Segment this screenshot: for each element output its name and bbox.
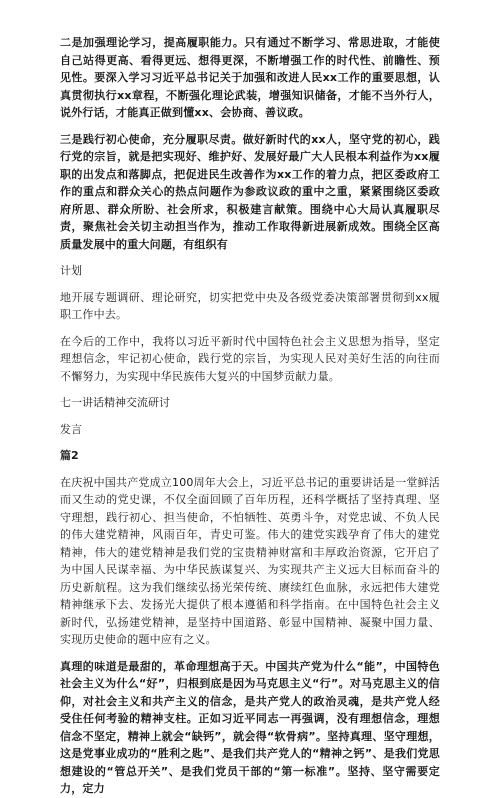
paragraph-research: 地开展专题调研、理论研究，切实把党中央及各级党委决策部署贯彻到xx履职工作中去。: [60, 290, 440, 321]
heading-part-2: 篇2: [60, 449, 79, 462]
paragraph-future-work: 在今后的工作中，我将以习近平新时代中国特色社会主义思想为指导，坚定理想信念，牢记初心使命，践行党的宗旨，为实现人民对美好生活的向往而不懈努力，为实现中华民族伟大复兴的中国梦贡献力量。: [60, 334, 440, 383]
paragraph-anniversary: 在庆祝中国共产党成立100周年大会上，习近平总书记的重要讲话是一堂鲜活而又生动的党史课，不仅全面回顾了百年历程，还科学概括了坚持真理、坚守理想，践行初心、担当使命，不怕牺牲、英勇斗争，对党忠诚、不负人民的伟大建党精神，风雨百年，青史可鉴。伟大的建党实践孕育了伟大的建党精神，伟大的建党精神是我们党的宝贵精神财富和丰厚政治资源，它开启了为中国人民谋幸福、为中华民族谋复兴、为实现共产主义远大目标而奋斗的历史新航程。这为我们继续弘扬光荣传统、赓续红色血脉，永远把伟大建党精神继承下去、发扬光大提供了根本遵循和科学指南。在中国特色社会主义新时代，弘扬建党精神，是坚持中国道路、彰显中国精神、凝聚中国力量、实现历史使命的题中应有之义。: [60, 475, 440, 646]
heading-speech: 发言: [60, 422, 82, 436]
heading-plan: 计划: [60, 264, 82, 277]
paragraph-mission: 三是践行初心使命，充分履职尽责。做好新时代的xx人，坚守党的初心，践行党的宗旨，就是把实现好、维护好、发展好最广大人民根本利益作为xx履职的出发点和落脚点，把促进民生改善作为xx工作的着力点，把区委政府工作的重点和群众关心的热点问题作为参政议政的重中之重，紧紧围绕区委政府所思、群众所盼、社会所求，积极建言献策。围绕中心大局认真履职尽责，聚焦社会关切主动担当作为，推动工作取得新进展新成效。围绕全区高质量发展中的重大问题，有组织有: [60, 132, 440, 251]
paragraph-study: 二是加强理论学习，提高履职能力。只有通过不断学习、常思进取，才能使自己站得更高、看得更远、想得更深，不断增强工作的时代性、前瞻性、预见性。要深入学习习近平总书记关于加强和改进人民xx工作的重要思想，认真贯彻执行xx章程，不断强化理论武装，增强知识储备，才能不当外行人，说外行话，才能真正做到懂xx、会协商、善议政。: [60, 36, 440, 119]
heading-seminar: 七一讲话精神交流研讨: [60, 396, 170, 409]
paragraph-truth: 真理的味道是最甜的，革命理想高于天。中国共产党为什么“能”，中国特色社会主义为什么“好”，归根到底是因为马克思主义“行”。对马克思主义的信仰，对社会主义和共产主义的信念，是共产党人的政治灵魂，是共产党人经受住任何考验的精神支柱。正如习近平同志一再强调，没有理想信念，理想信念不坚定，精神上就会“缺钙”，就会得“软骨病”。坚持真理、坚守理想，这是党事业成功的“胜利之匙”、是我们共产党人的“精神之钙”、是我们党思想建设的“管总开关”、是我们党员干部的“第一标准”。坚持、坚守需要定力，定力: [60, 659, 440, 795]
